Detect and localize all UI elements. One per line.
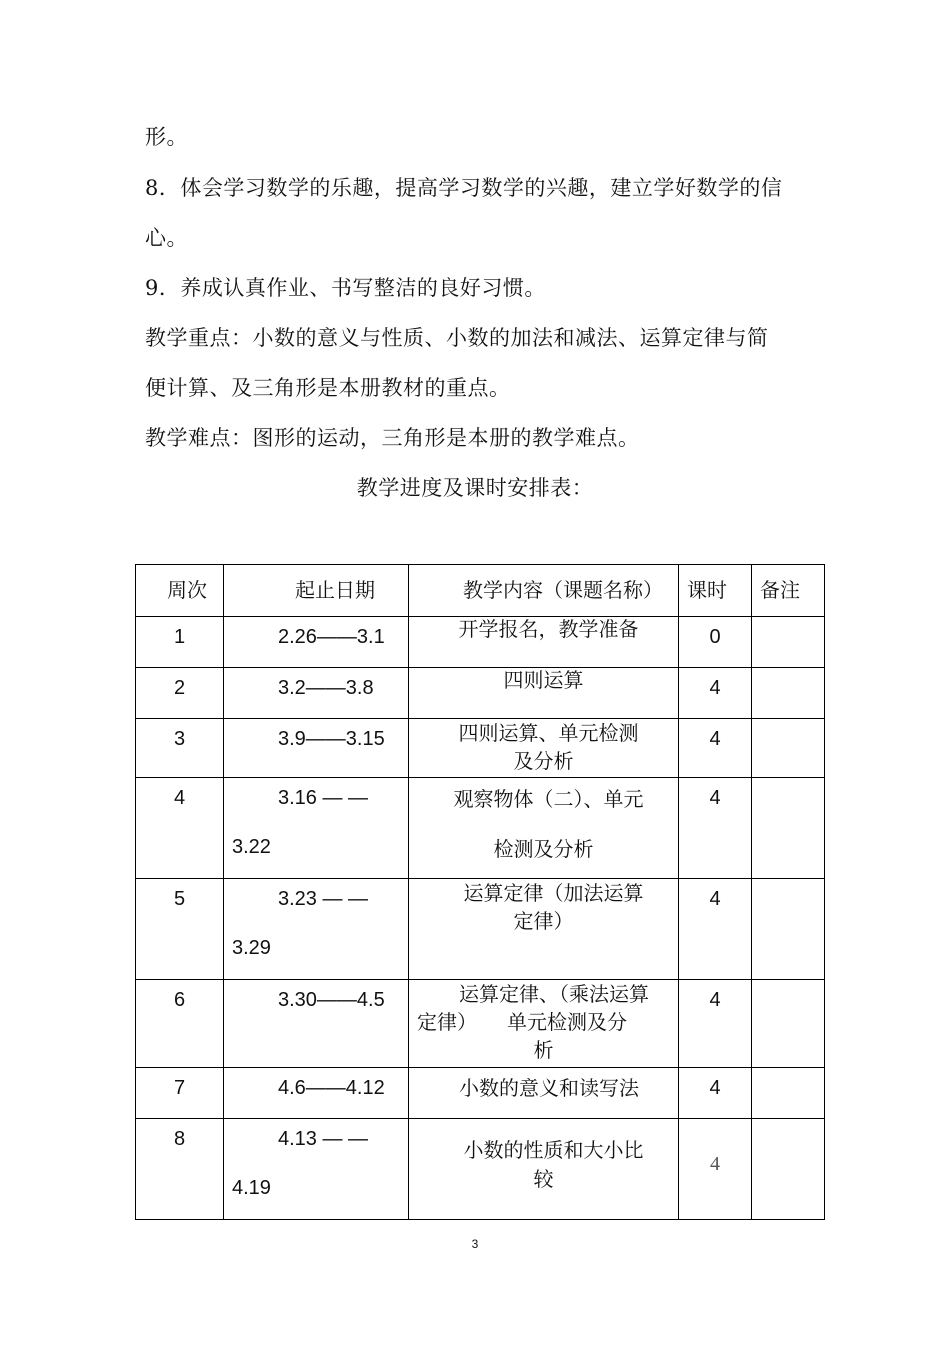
header-date: 起止日期: [224, 565, 409, 617]
header-week: 周次: [136, 565, 224, 617]
content-text: 四则运算: [503, 668, 584, 692]
hours-cell: 4: [679, 668, 752, 719]
note-cell: [752, 1068, 825, 1119]
content-cell: [409, 668, 679, 719]
content-text: 较: [533, 1167, 554, 1191]
week-cell: 1: [136, 617, 224, 668]
content-text: 运算定律、（乘法运算: [459, 982, 649, 1006]
date-cell: [224, 1068, 409, 1119]
date-end: 3.29: [232, 937, 271, 959]
date-cell: [224, 778, 409, 879]
week-cell: 8: [136, 1119, 224, 1220]
table-row: [136, 980, 825, 1068]
date-cell: [224, 719, 409, 778]
paragraph-line: 心。: [145, 226, 188, 250]
table-row: [136, 668, 825, 719]
hours-cell: 4: [679, 1068, 752, 1119]
date-start: 3.23 — —: [278, 888, 369, 910]
date-start: 2.26——3.1: [278, 626, 385, 648]
content-cell: [409, 778, 679, 879]
paragraph-line: 教学重点：小数的意义与性质、小数的加法和减法、运算定律与简: [145, 326, 769, 350]
note-cell: [752, 778, 825, 879]
table-row: [136, 778, 825, 879]
note-cell: [752, 668, 825, 719]
week-cell: 5: [136, 879, 224, 980]
note-cell: [752, 719, 825, 778]
content-text: 四则运算、单元检测: [458, 721, 639, 745]
content-text: 定律）: [513, 909, 574, 933]
header-content: 教学内容（课题名称）: [409, 565, 679, 617]
table-row: [136, 879, 825, 980]
content-text: 析: [533, 1038, 554, 1062]
note-cell: [752, 879, 825, 980]
paragraph-line: 便计算、及三角形是本册教材的重点。: [145, 376, 511, 400]
header-hours: 课时: [679, 565, 752, 617]
content-text: 开学报名，教学准备: [458, 617, 639, 641]
date-cell: [224, 980, 409, 1068]
date-end: 3.22: [232, 836, 271, 858]
hours-cell: 0: [679, 617, 752, 668]
table-title: 教学进度及课时安排表：: [356, 476, 594, 500]
date-cell: [224, 617, 409, 668]
hours-cell: 4: [679, 980, 752, 1068]
note-cell: [752, 980, 825, 1068]
header-note: 备注: [752, 565, 825, 617]
hours-cell: 4: [679, 879, 752, 980]
hours-cell: [679, 1119, 752, 1220]
date-start: 4.6——4.12: [278, 1077, 385, 1099]
table-row: [136, 719, 825, 778]
date-end: 4.19: [232, 1177, 271, 1199]
content-text: 运算定律（加法运算: [463, 881, 644, 905]
content-text: 小数的性质和大小比: [463, 1138, 644, 1162]
paragraph-line: 教学难点：图形的运动，三角形是本册的教学难点。: [145, 426, 640, 450]
paragraph-line: 形。: [145, 125, 188, 149]
note-cell: [752, 617, 825, 668]
hours-cell: 4: [679, 778, 752, 879]
paragraph-line: 8．体会学习数学的乐趣，提高学习数学的兴趣，建立学好数学的信: [145, 176, 783, 200]
content-cell: [409, 719, 679, 778]
content-cell: [409, 980, 679, 1068]
content-text: 检测及分析: [493, 837, 594, 861]
date-start: 3.2——3.8: [278, 677, 374, 699]
date-start: 3.30——4.5: [278, 989, 385, 1011]
page-number: 3: [471, 1237, 479, 1251]
table-row: [136, 1068, 825, 1119]
paragraph-line: 9．养成认真作业、书写整洁的良好习惯。: [145, 276, 546, 300]
date-start: 3.16 — —: [278, 787, 369, 809]
content-text: 及分析: [513, 749, 574, 773]
content-cell: [409, 1068, 679, 1119]
week-cell: 7: [136, 1068, 224, 1119]
table-header-row: [136, 565, 825, 617]
week-cell: 6: [136, 980, 224, 1068]
content-text: 小数的意义和读写法: [459, 1076, 639, 1100]
hours-cell: 4: [679, 719, 752, 778]
content-text: 定律） 单元检测及分: [417, 1010, 627, 1034]
date-cell: [224, 668, 409, 719]
content-cell: [409, 879, 679, 980]
week-cell: 2: [136, 668, 224, 719]
schedule-table: [135, 564, 825, 1220]
note-cell: [752, 1119, 825, 1220]
content-text: 观察物体（二）、单元: [453, 787, 644, 811]
date-start: 3.9——3.15: [278, 728, 385, 750]
table-row: [136, 1119, 825, 1220]
content-cell: [409, 617, 679, 668]
week-cell: 3: [136, 719, 224, 778]
date-cell: [224, 879, 409, 980]
week-cell: 4: [136, 778, 224, 879]
table-row: [136, 617, 825, 668]
hours-value: 4: [710, 1153, 720, 1175]
date-start: 4.13 — —: [278, 1128, 369, 1150]
date-cell: [224, 1119, 409, 1220]
content-cell: [409, 1119, 679, 1220]
